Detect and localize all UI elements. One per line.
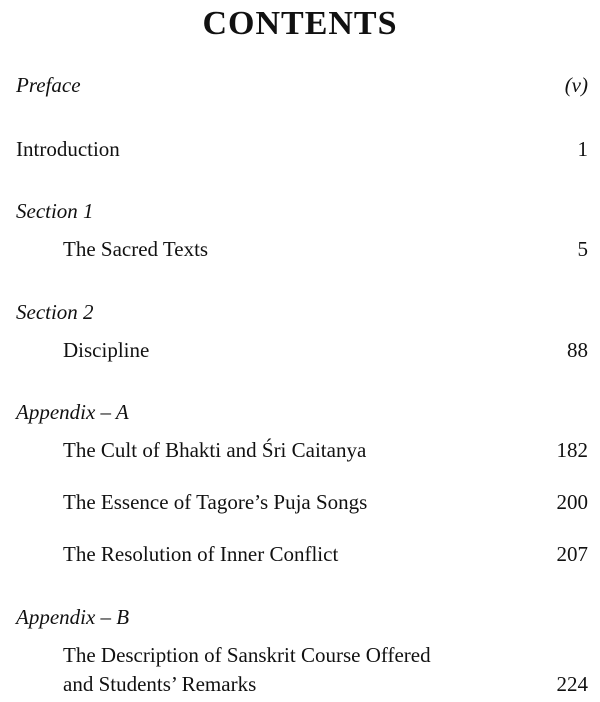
toc-entry-label: The Essence of Tagore’s Puja Songs [63, 490, 368, 514]
toc-entry-label: The Sacred Texts [63, 237, 209, 261]
toc-entry-page-number: 88 [567, 338, 588, 362]
toc-entry-page-number: 1 [577, 137, 588, 161]
toc-entry-page-number: 182 [556, 438, 588, 462]
toc-entry-page-number: 200 [556, 490, 588, 514]
toc-entry-label: The Resolution of Inner Conflict [63, 542, 339, 566]
page-title: CONTENTS [202, 5, 398, 42]
appendix-heading-label: Appendix – A [16, 400, 129, 424]
toc-entry-label: Discipline [63, 338, 150, 362]
toc-entry-page-number: 207 [556, 542, 588, 566]
toc-entry-label: The Cult of Bhakti and Śri Caitanya [63, 438, 367, 462]
toc-entry-page-number: 224 [556, 672, 588, 696]
appendix-heading-label: Appendix – B [16, 605, 130, 629]
toc-entry-label: Introduction [16, 137, 120, 161]
toc-entry-label-line-2: and Students’ Remarks [63, 672, 257, 696]
toc-entry-label-line-1: The Description of Sanskrit Course Offered [63, 643, 431, 667]
toc-entry-page-number: 5 [577, 237, 588, 261]
toc-entry-label: Preface [16, 73, 81, 97]
toc-entry-page-number: (v) [564, 73, 588, 97]
toc-entry-sanskrit-course[interactable] [0, 642, 600, 702]
section-heading-label: Section 1 [16, 199, 94, 223]
section-heading-label: Section 2 [16, 300, 94, 324]
